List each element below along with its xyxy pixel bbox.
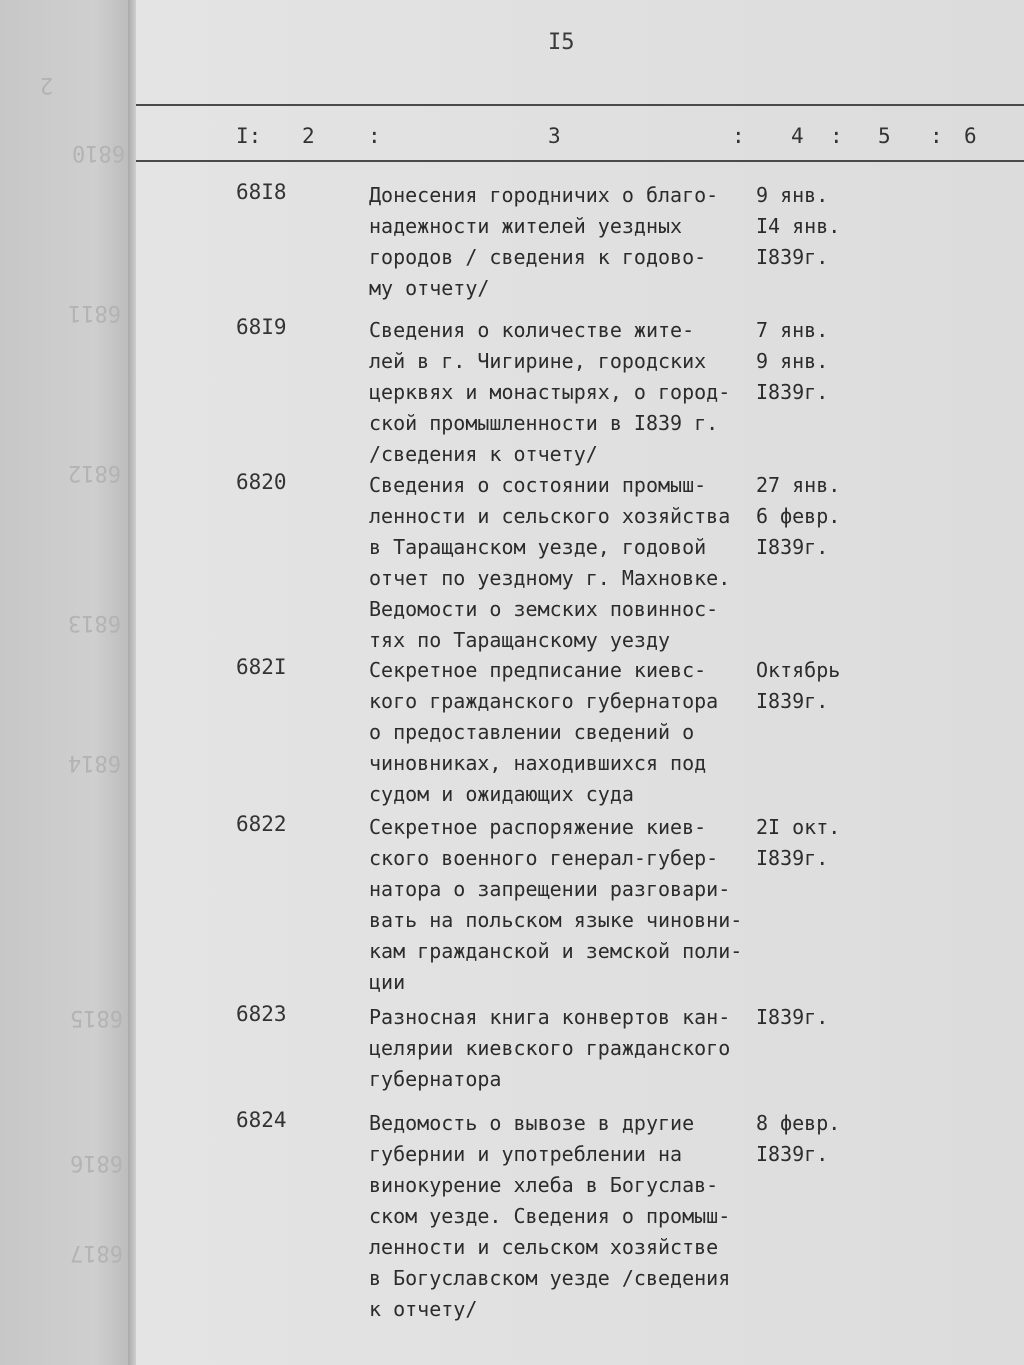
page-number: I5 [548, 30, 575, 55]
previous-page-edge [0, 0, 135, 1365]
description-line: ленности и сельского хозяйства [369, 504, 731, 528]
date-line: I839г. [756, 380, 829, 404]
description-line: в Богуславском уезде /сведения [369, 1266, 731, 1290]
description-line: тях по Таращанскому уезду [369, 628, 671, 652]
description-line: му отчету/ [369, 276, 490, 300]
entry-description [369, 1108, 769, 1325]
date-line: 8 февр. [756, 1111, 841, 1135]
description-line: Ведомости о земских повиннос- [369, 597, 719, 621]
header-col-6: 6 [964, 124, 977, 148]
header-separator: : [732, 124, 745, 148]
header-col-4: 4 [791, 124, 804, 148]
date-line: I839г. [756, 535, 829, 559]
description-line: Секретное распоряжение киев- [369, 815, 707, 839]
description-line: Сведения о состоянии промыш- [369, 473, 707, 497]
entry-dates [756, 1002, 886, 1033]
date-line: 9 янв. [756, 349, 829, 373]
ghost-text: 6813 [68, 610, 121, 635]
entry-dates [756, 315, 886, 408]
date-line: I4 янв. [756, 214, 841, 238]
date-line: 9 янв. [756, 183, 829, 207]
header-col-5: 5 [878, 124, 891, 148]
entry-dates [756, 470, 886, 563]
description-line: к отчету/ [369, 1297, 478, 1321]
header-col-1: I: [236, 124, 262, 148]
description-line: кам гражданской и земской поли- [369, 939, 743, 963]
ghost-text: 2 [40, 72, 54, 97]
ghost-text: 6812 [68, 460, 121, 485]
description-line: отчет по уездному г. Махновке. [369, 566, 731, 590]
date-line: 2I окт. [756, 815, 841, 839]
entry-dates [756, 812, 886, 874]
entry-dates [756, 180, 886, 273]
description-line: в Таращанском уезде, годовой [369, 535, 707, 559]
description-line: кого гражданского губернатора [369, 689, 719, 713]
description-line: натора о запрещении разговари- [369, 877, 731, 901]
date-line: I839г. [756, 1005, 829, 1029]
description-line: ленности и сельском хозяйстве [369, 1235, 719, 1259]
header-col-3: 3 [548, 124, 561, 148]
document-page [136, 0, 1024, 1365]
entry-description [369, 655, 769, 810]
description-line: Секретное предписание киевс- [369, 658, 707, 682]
entry-dates [756, 655, 886, 717]
entry-number: 6822 [236, 812, 287, 836]
description-line: губернии и употреблении на [369, 1142, 683, 1166]
header-separator: : [368, 124, 381, 148]
ghost-text: 6817 [70, 1240, 123, 1265]
date-line: I839г. [756, 846, 829, 870]
description-line: Ведомость о вывозе в другие [369, 1111, 695, 1135]
entry-number: 6823 [236, 1002, 287, 1026]
entry-number: 6824 [236, 1108, 287, 1132]
description-line: ского военного генерал-губер- [369, 846, 719, 870]
ghost-text: 6811 [68, 300, 121, 325]
entry-description [369, 470, 769, 656]
description-line: губернатора [369, 1067, 502, 1091]
date-line: 7 янв. [756, 318, 829, 342]
description-line: ском уезде. Сведения о промыш- [369, 1204, 731, 1228]
description-line: городов / сведения к годово- [369, 245, 707, 269]
description-line: /сведения к отчету/ [369, 442, 598, 466]
description-line: судом и ожидающих суда [369, 782, 634, 806]
entry-number: 68I8 [236, 180, 287, 204]
description-line: целярии киевского гражданского [369, 1036, 731, 1060]
description-line: надежности жителей уездных [369, 214, 683, 238]
description-line: чиновниках, находившихся под [369, 751, 707, 775]
ghost-text: 6810 [72, 140, 125, 165]
entry-number: 6820 [236, 470, 287, 494]
description-line: ции [369, 970, 406, 994]
description-line: лей в г. Чигирине, городских [369, 349, 707, 373]
header-separator: : [930, 124, 943, 148]
description-line: винокурение хлеба в Богуслав- [369, 1173, 719, 1197]
date-line: 27 янв. [756, 473, 841, 497]
date-line: I839г. [756, 245, 829, 269]
ghost-text: 6815 [70, 1005, 123, 1030]
entry-description [369, 812, 769, 998]
entry-number: 682I [236, 655, 287, 679]
entry-description [369, 1002, 769, 1095]
ghost-text: 6814 [68, 750, 121, 775]
header-col-2: 2 [302, 124, 315, 148]
date-line: 6 февр. [756, 504, 841, 528]
description-line: о предоставлении сведений о [369, 720, 695, 744]
description-line: Сведения о количестве жите- [369, 318, 695, 342]
header-top-rule [136, 104, 1024, 106]
description-line: Разносная книга конвертов кан- [369, 1005, 731, 1029]
description-line: Донесения городничих о благо- [369, 183, 719, 207]
description-line: вать на польском языке чиновни- [369, 908, 743, 932]
entry-number: 68I9 [236, 315, 287, 339]
date-line: I839г. [756, 1142, 829, 1166]
header-separator: : [830, 124, 843, 148]
header-bottom-rule [136, 160, 1024, 162]
entry-description [369, 180, 769, 304]
ghost-text: 6816 [70, 1150, 123, 1175]
date-line: I839г. [756, 689, 829, 713]
entry-description [369, 315, 769, 470]
date-line: Октябрь [756, 658, 841, 682]
entry-dates [756, 1108, 886, 1170]
description-line: ской промышленности в I839 г. [369, 411, 719, 435]
description-line: церквях и монастырях, о город- [369, 380, 731, 404]
